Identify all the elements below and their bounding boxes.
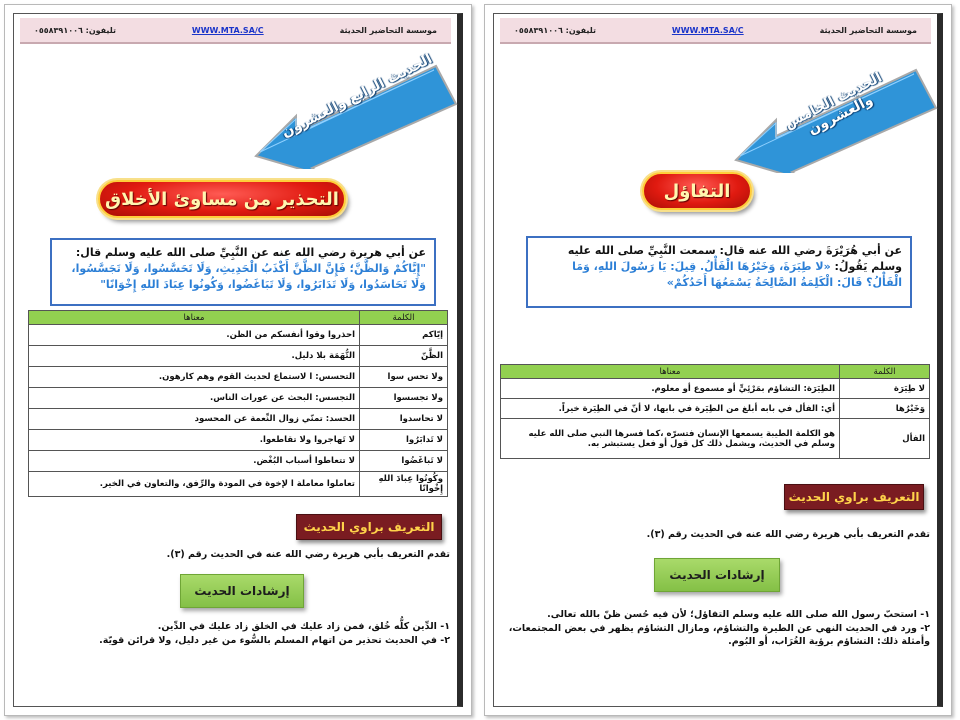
- table-row: [29, 409, 448, 430]
- column-header-word: الكلمة: [360, 311, 448, 325]
- header-org: موسسة التحاضير الحديثة: [819, 25, 917, 35]
- table-cell-word: وَخَيْرُها: [840, 399, 930, 419]
- page-frame: [493, 13, 943, 707]
- table-cell-meaning: التحسس: ا لاستماع لحديث القوم وهم كارهون.: [29, 367, 360, 388]
- table-row: [501, 419, 930, 459]
- table-row: [501, 379, 930, 399]
- narrator-section-title: التعريف براوي الحديث: [784, 484, 924, 510]
- vocabulary-table: [500, 364, 930, 459]
- table-cell-meaning: التجسس: البحث عن عورات الناس.: [29, 388, 360, 409]
- table-row: [29, 346, 448, 367]
- table-row: [501, 399, 930, 419]
- header-website-link[interactable]: WWW.MTA.SA/C: [671, 25, 744, 35]
- table-cell-word: ولا تحس سوا: [360, 367, 448, 388]
- header-phone: تليفون: ٠٥٥٨٣٩١٠٠٦: [514, 25, 596, 35]
- table-row: [29, 388, 448, 409]
- table-row: [29, 325, 448, 346]
- table-cell-word: لا تحاسدوا: [360, 409, 448, 430]
- table-cell-word: لا تَباغَضُوا: [360, 451, 448, 472]
- column-header-word: الكلمة: [840, 365, 930, 379]
- page-hadith-24: [4, 4, 472, 716]
- hadith-quote: «لا طِيَرَةَ، وَخَيْرُهَا الْفَأْلُ. قِيلَ: يَا رَسُولَ اللهِ، وَمَا الْفَأْلُ؟ قَالَ: الْكَلِمَةُ الصَّالِحَةُ يَسْمَعُهَا أَحَدُكُمْ»: [572, 260, 902, 289]
- lesson-title: التحذير من مساوئ الأخلاق: [98, 180, 346, 218]
- table-cell-word: ولا تجسسوا: [360, 388, 448, 409]
- table-cell-word: لا تَدابَرُوا: [360, 430, 448, 451]
- page-header: [500, 18, 931, 44]
- table-cell-word: الفأل: [840, 419, 930, 459]
- header-website-link[interactable]: WWW.MTA.SA/C: [191, 25, 264, 35]
- table-cell-meaning: لا تتعاطوا أسباب البُغْض.: [29, 451, 360, 472]
- page-hadith-25: [484, 4, 952, 716]
- table-cell-meaning: الحسد: تمنّي زوال النِّعمة عن المحسود: [29, 409, 360, 430]
- guidance-item: ١- الدِّين كلُّه خُلق، فمن زاد عليك في الخلق زاد عليك في الدِّين.: [157, 621, 450, 632]
- hadith-text-box: [526, 236, 912, 308]
- narrator-section-title: التعريف براوي الحديث: [296, 514, 442, 540]
- hadith-number-arrow: [250, 51, 470, 169]
- table-row: [29, 472, 448, 497]
- hadith-intro: عن أبي هريرة رضي الله عنه عن النَّبِيِّ صلى الله عليه وسلم قال:: [75, 246, 426, 259]
- header-org: موسسة التحاضير الحديثة: [339, 25, 437, 35]
- lesson-title: التفاؤل: [642, 172, 752, 210]
- column-header-meaning: معناها: [501, 365, 840, 379]
- guidance-item: ١- استحبّ رسول الله صلى الله عليه وسلم التفاؤل؛ لأن فيه حُسن ظنّ بالله تعالى.: [547, 609, 930, 620]
- table-row: [29, 430, 448, 451]
- hadith-text-box: [50, 238, 436, 306]
- page-header: [20, 18, 451, 44]
- guidance-item: ٢- ورد في الحديث النهي عن الطيرة والتشاؤم، ومازال التشاؤم يظهر في بعض المجتمعات، وأمثلة ذلك: التشاؤم برؤية الغُرَاب، أو البُوم.: [508, 623, 930, 647]
- vocabulary-table: [28, 310, 448, 497]
- hadith-number-label: الحديث الرابع والعشرون: [279, 51, 435, 141]
- table-cell-meaning: أي: الفأل في بابه أبلغ من الطِيَرة في بابها، لا أنّ في الطِيَرة خيراً.: [501, 399, 840, 419]
- table-cell-meaning: احذروا وقوا أنفسكم من الظن.: [29, 325, 360, 346]
- hadith-number-label: الحديث الخامس والعشرون: [782, 69, 885, 139]
- hadith-number-arrow: [730, 68, 950, 173]
- table-row: [29, 367, 448, 388]
- table-cell-word: إيّاكم: [360, 325, 448, 346]
- table-cell-meaning: الطِيَرَة: التشاؤم بمَرْئِيٍّ أو مسموع أو معلوم.: [501, 379, 840, 399]
- table-row: [29, 451, 448, 472]
- table-cell-meaning: لا تَهاجروا ولا تقاطعوا.: [29, 430, 360, 451]
- table-header-row: [29, 311, 448, 325]
- narrator-text: تقدم التعريف بأبي هريرة رضي الله عنه في الحديث رقم (٣).: [646, 529, 930, 540]
- guidance-section-title: إرشادات الحديث: [654, 558, 780, 592]
- table-cell-meaning: التُّهَمَة بلا دليل.: [29, 346, 360, 367]
- table-cell-word: الظَّنّ: [360, 346, 448, 367]
- guidance-item: ٢- في الحديث تحذير من اتهام المسلم بالسُّوء من غير دليل، ولا قرائن قويّة.: [99, 635, 450, 646]
- arrow-shape-icon: [250, 64, 470, 169]
- table-cell-word: وكُونُوا عِبادَ اللهِ إِخْوانًا: [360, 472, 448, 497]
- hadith-intro: عن أبي هُرَيْرَةَ رضي الله عنه قال: سمعت النَّبِيِّ صلى الله عليه وسلم يَقُولُ:: [567, 244, 902, 273]
- guidance-section-title: إرشادات الحديث: [180, 574, 304, 608]
- narrator-text: تقدم التعريف بأبي هريرة رضي الله عنه في الحديث رقم (٣).: [166, 549, 450, 560]
- table-header-row: [501, 365, 930, 379]
- table-cell-meaning: هو الكلمة الطيبة يسمعها الإنسان فتسرّه ،كما فسرها النبي صلى الله عليه وسلم في الحديث، ويشمل ذلك كل قول أو فعل يستبشر به.: [501, 419, 840, 459]
- hadith-quote: "إِيَّاكُمْ وَالظَّنَّ؛ فَإِنَّ الظَّنَّ أَكْذَبُ الْحَدِيثِ، وَلَا تَحَسَّسُوا، وَلَا تَجَسَّسُوا، وَلَا تَحَاسَدُوا، وَلَا تَدَابَرُوا، وَلَا تَبَاغَضُوا، وَكُونُوا عِبَادَ اللهِ إِخْوَانًا": [71, 262, 426, 291]
- table-cell-meaning: تعاملوا معاملة ا لإخوة في المودة والرِّفق، والتعاون في الخير.: [29, 472, 360, 497]
- column-header-meaning: معناها: [29, 311, 360, 325]
- page-frame: [13, 13, 463, 707]
- table-cell-word: لا طِيَرَة: [840, 379, 930, 399]
- header-phone: تليفون: ٠٥٥٨٣٩١٠٠٦: [34, 25, 116, 35]
